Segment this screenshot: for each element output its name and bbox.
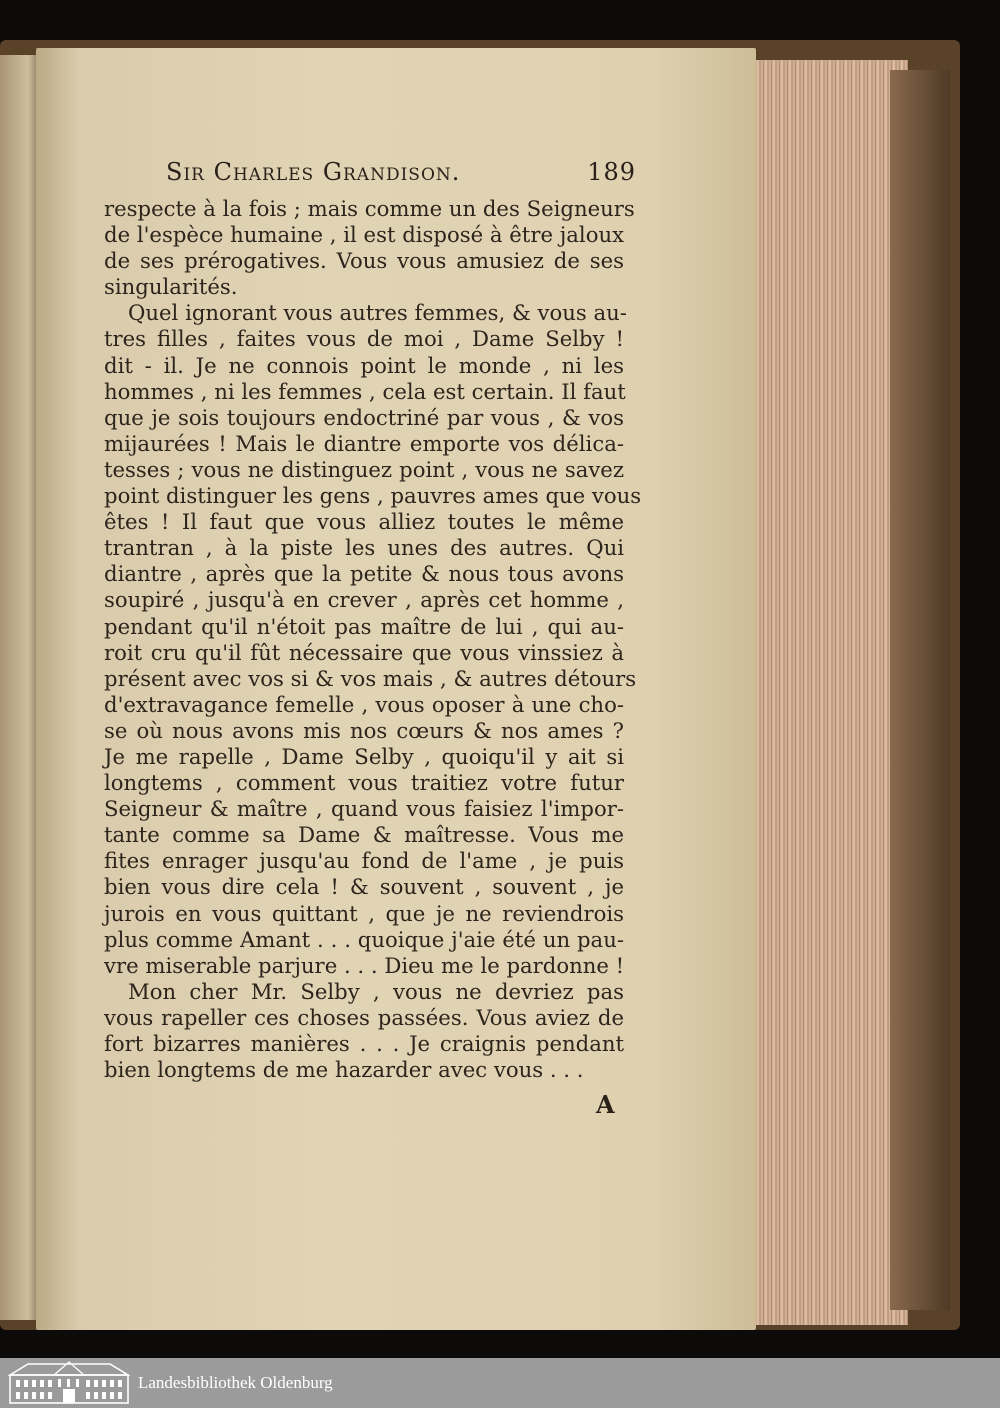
text-line: roit cru qu'il fût nécessaire que vous vinssiez à — [104, 639, 624, 665]
library-building-logo-icon — [8, 1361, 130, 1405]
text-line: Quel ignorant vous autres femmes, & vous au- — [128, 300, 627, 326]
text-line: Je me rapelle , Dame Selby , quoiqu'il y ait si — [104, 743, 624, 769]
cover-fore-edge — [890, 70, 950, 1310]
text-line: dit - il. Je ne connois point le monde , ni les — [104, 352, 624, 378]
text-line: Mon cher Mr. Selby , vous ne devriez pas — [128, 978, 624, 1004]
text-line: bien longtems de me hazarder avec vous . . . — [104, 1057, 584, 1083]
text-line: tante comme sa Dame & maîtresse. Vous me — [104, 822, 624, 848]
text-line: fort bizarres manières . . . Je craignis pendant — [104, 1031, 624, 1056]
text-line: de ses prérogatives. Vous vous amusiez de ses — [104, 248, 624, 274]
text-line: soupiré , jusqu'à en crever , après cet homme , — [104, 587, 624, 613]
text-line: présent avec vos si & vos mais , & autres détours — [104, 665, 637, 691]
text-line: longtems , comment vous traitiez votre futur — [104, 770, 624, 796]
text-line: hommes , ni les femmes , cela est certain. Il faut — [104, 378, 626, 404]
page-stack-edges — [748, 60, 908, 1325]
text-line: mijaurées ! Mais le diantre emporte vos délica- — [104, 430, 624, 456]
text-line: d'extravagance femelle , vous oposer à une cho- — [104, 691, 624, 717]
text-line: singularités. — [104, 274, 238, 300]
text-line: respecte à la fois ; mais comme un des Seigneurs — [104, 196, 635, 221]
text-line: point distinguer les gens , pauvres ames que vous — [104, 483, 642, 509]
footer-bar — [0, 1358, 1000, 1408]
text-line: pendant qu'il n'étoit pas maître de lui , qui au- — [104, 613, 624, 639]
page-number: 189 — [587, 158, 636, 186]
text-line: que je sois toujours endoctriné par vous , & vos — [104, 404, 624, 430]
text-line: Seigneur & maître , quand vous faisiez l'impor- — [104, 796, 624, 822]
text-line: trantran , à la piste les unes des autres. Qui — [104, 535, 624, 561]
text-line: se où nous avons mis nos cœurs & nos ames ? — [104, 717, 624, 743]
text-line: tesses ; vous ne distinguez point , vous ne savez — [104, 456, 624, 482]
text-line: êtes ! Il faut que vous alliez toutes le même — [104, 509, 624, 535]
text-line: vre miserable parjure . . . Dieu me le pardonne ! — [104, 952, 625, 978]
running-title: Sir Charles Grandison. — [166, 158, 461, 186]
text-line: jurois en vous quittant , que je ne reviendrois — [104, 900, 624, 926]
body-text — [104, 196, 642, 1083]
text-line: fites enrager jusqu'au fond de l'ame , je puis — [104, 848, 624, 874]
catchword: A — [596, 1090, 615, 1119]
text-line: bien vous dire cela ! & souvent , souvent , je — [104, 874, 624, 900]
text-line: diantre , après que la petite & nous tous avons — [104, 561, 624, 587]
library-name: Landesbibliothek Oldenburg — [138, 1373, 333, 1392]
text-line: plus comme Amant . . . quoique j'aie été un pau- — [104, 926, 624, 952]
facing-page-edge — [0, 55, 40, 1320]
text-line: tres filles , faites vous de moi , Dame Selby ! — [104, 326, 624, 352]
text-line: vous rapeller ces choses passées. Vous aviez de — [104, 1004, 624, 1030]
text-line: de l'espèce humaine , il est disposé à être jaloux — [104, 222, 625, 248]
